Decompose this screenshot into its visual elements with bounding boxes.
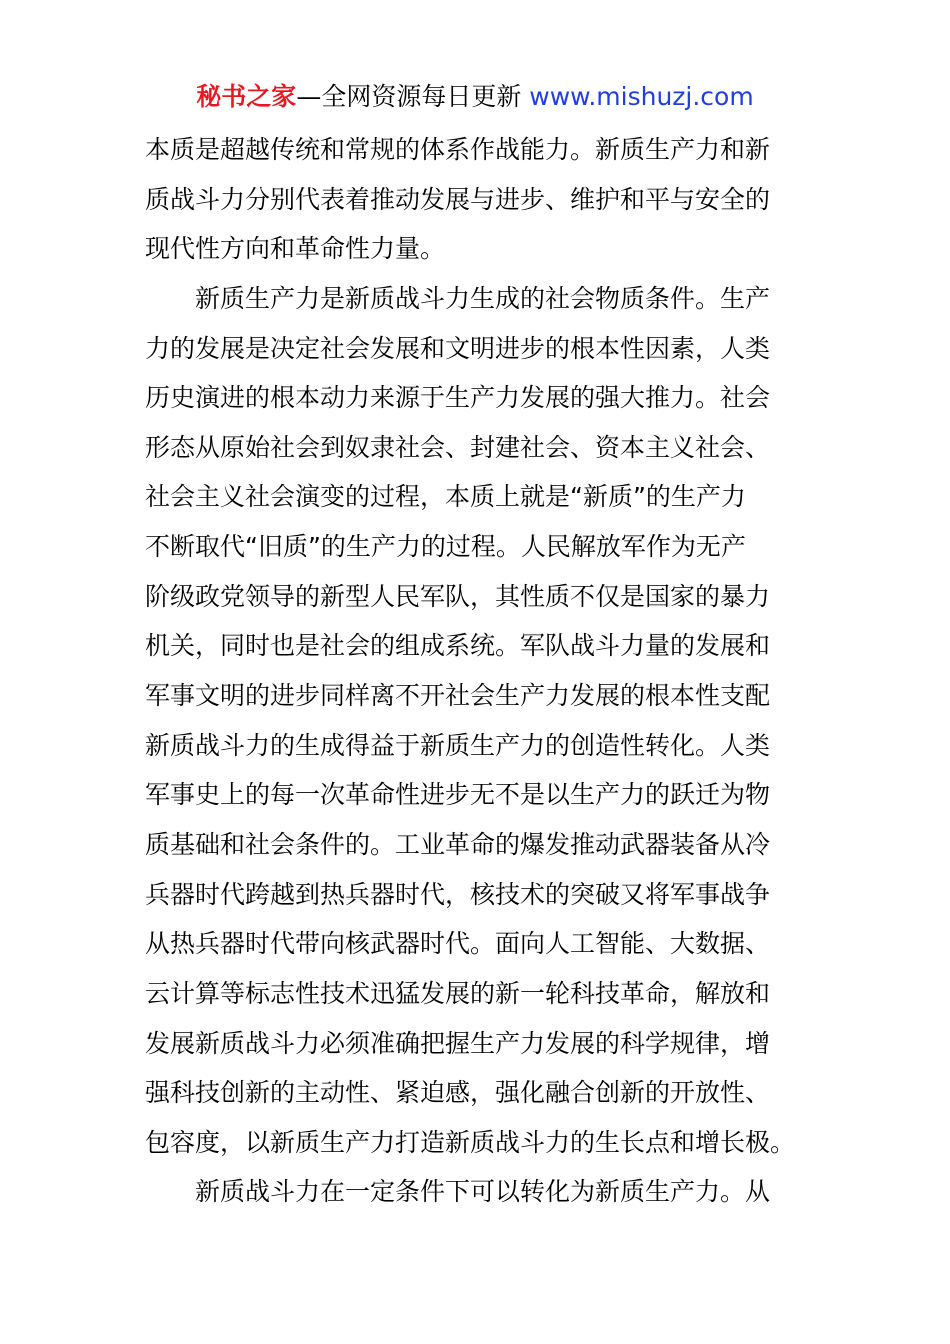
text-line: 机关，同时也是社会的组成系统。军队战斗力量的发展和 bbox=[145, 631, 771, 661]
text-line: 本质是超越传统和常规的体系作战能力。新质生产力和新 bbox=[145, 135, 771, 164]
text-line: 云计算等标志性技术迅猛发展的新一轮科技革命，解放和 bbox=[145, 978, 771, 1008]
text-line: 历史演进的根本动力来源于生产力发展的强大推力。社会 bbox=[145, 383, 771, 413]
paragraph bbox=[145, 1167, 808, 1217]
text-line: 兵器时代跨越到热兵器时代，核技术的突破又将军事战争 bbox=[145, 879, 771, 909]
text-line: 不断取代“旧质”的生产力的过程。人民解放军作为无产 bbox=[145, 532, 746, 562]
text-line: 包容度，以新质生产力打造新质战斗力的生长点和增长极。 bbox=[145, 1127, 796, 1157]
paragraph bbox=[145, 125, 808, 274]
site-url-link[interactable]: www.mishuzj.com bbox=[529, 82, 754, 111]
text-line: 从热兵器时代带向核武器时代。面向人工智能、大数据、 bbox=[145, 929, 771, 959]
text-line: 阶级政党领导的新型人民军队，其性质不仅是国家的暴力 bbox=[145, 581, 771, 611]
text-line: 军事文明的进步同样离不开社会生产力发展的根本性支配 bbox=[145, 681, 771, 711]
text-line: 形态从原始社会到奴隶社会、封建社会、资本主义社会、 bbox=[145, 432, 771, 462]
text-line: 新质战斗力的生成得益于新质生产力的创造性转化。人类 bbox=[145, 730, 771, 760]
text-line: 力的发展是决定社会发展和文明进步的根本性因素，人类 bbox=[145, 333, 771, 363]
text-line: 新质生产力是新质战斗力生成的社会物质条件。生产 bbox=[195, 283, 771, 313]
text-line: 现代性方向和革命性力量。 bbox=[145, 234, 446, 264]
text-line: 新质战斗力在一定条件下可以转化为新质生产力。从 bbox=[195, 1177, 771, 1207]
text-line: 社会主义社会演变的过程，本质上就是“新质”的生产力 bbox=[145, 482, 746, 512]
header-tagline: —全网资源每日更新 bbox=[296, 82, 522, 111]
document-body bbox=[145, 125, 808, 1217]
page-header bbox=[0, 80, 950, 114]
text-line: 军事史上的每一次革命性进步无不是以生产力的跃迁为物 bbox=[145, 780, 771, 810]
text-line: 强科技创新的主动性、紧迫感，强化融合创新的开放性、 bbox=[145, 1078, 771, 1108]
text-line: 发展新质战斗力必须准确把握生产力发展的科学规律，增 bbox=[145, 1028, 771, 1058]
paragraph bbox=[145, 274, 808, 1168]
text-line: 质基础和社会条件的。工业革命的爆发推动武器装备从冷 bbox=[145, 829, 771, 859]
text-line: 质战斗力分别代表着推动发展与进步、维护和平与安全的 bbox=[145, 184, 771, 214]
brand-name: 秘书之家 bbox=[196, 82, 297, 111]
